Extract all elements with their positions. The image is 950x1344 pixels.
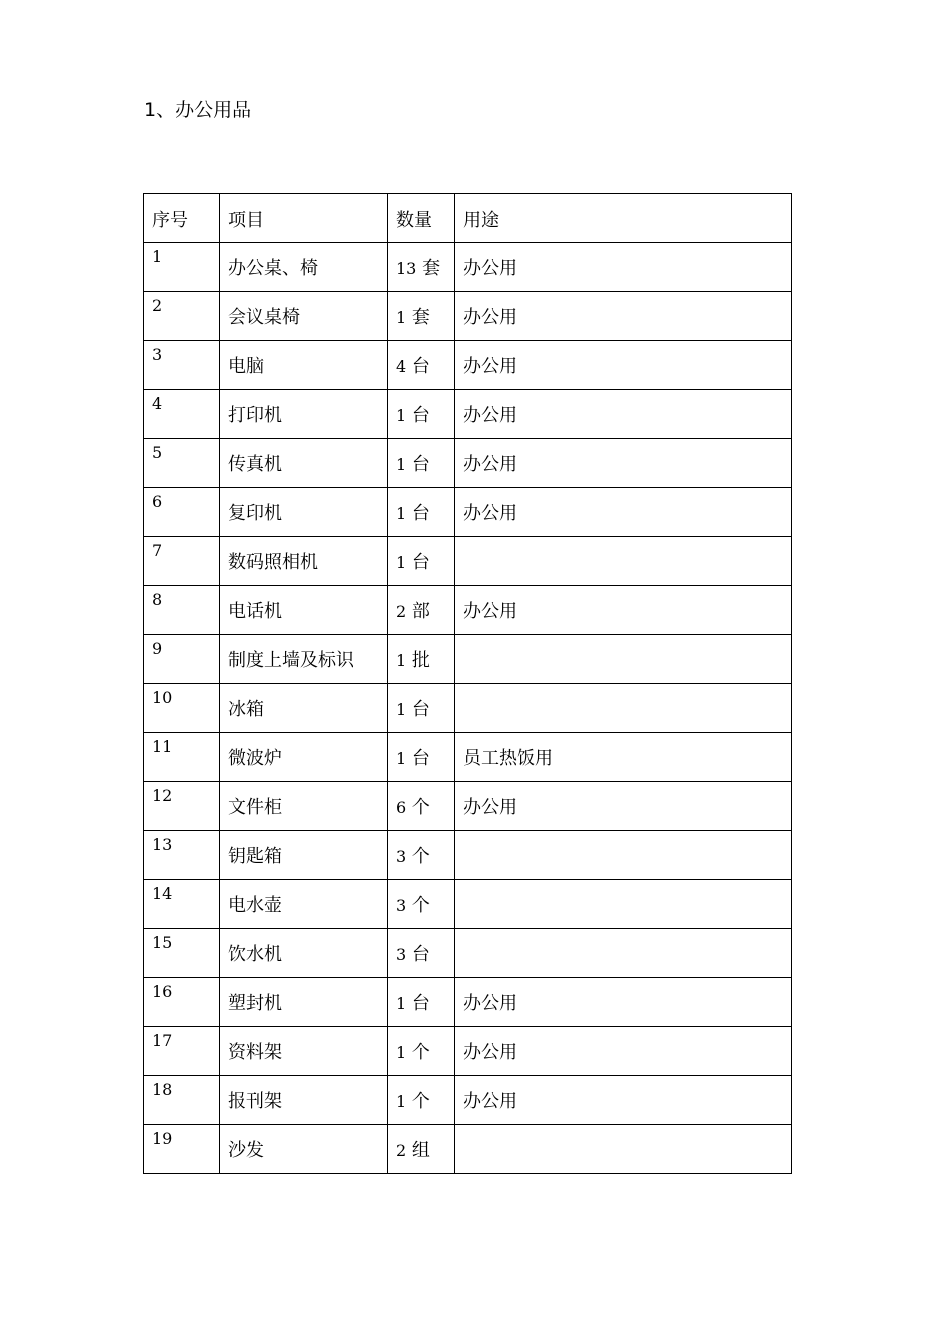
table-row — [144, 733, 792, 782]
quantity-number: 1 — [396, 1092, 407, 1111]
table-row — [144, 978, 792, 1027]
cell-serial-number: 15 — [144, 929, 220, 978]
quantity-unit: 部 — [411, 601, 430, 622]
table-row — [144, 1076, 792, 1125]
quantity-unit: 个 — [411, 797, 430, 818]
cell-item: 数码照相机 — [220, 537, 388, 586]
cell-quantity — [388, 1076, 455, 1125]
cell-serial-number: 9 — [144, 635, 220, 684]
cell-serial-number: 19 — [144, 1125, 220, 1174]
cell-serial-number: 8 — [144, 586, 220, 635]
cell-purpose: 办公用 — [455, 390, 792, 439]
quantity-number: 2 — [396, 1141, 407, 1160]
cell-item: 资料架 — [220, 1027, 388, 1076]
header-item: 项目 — [220, 194, 388, 243]
cell-quantity — [388, 243, 455, 292]
table-row — [144, 488, 792, 537]
quantity-number: 1 — [396, 553, 407, 572]
cell-item: 微波炉 — [220, 733, 388, 782]
cell-quantity — [388, 439, 455, 488]
table-row — [144, 782, 792, 831]
cell-item: 报刊架 — [220, 1076, 388, 1125]
cell-quantity — [388, 978, 455, 1027]
cell-quantity — [388, 929, 455, 978]
cell-serial-number: 5 — [144, 439, 220, 488]
cell-quantity — [388, 684, 455, 733]
cell-serial-number: 12 — [144, 782, 220, 831]
cell-item: 打印机 — [220, 390, 388, 439]
cell-item: 文件柜 — [220, 782, 388, 831]
quantity-unit: 台 — [411, 405, 430, 426]
cell-quantity — [388, 782, 455, 831]
quantity-number: 1 — [396, 308, 407, 327]
table-row — [144, 831, 792, 880]
table-row — [144, 880, 792, 929]
table-row — [144, 537, 792, 586]
table-row — [144, 243, 792, 292]
header-purpose: 用途 — [455, 194, 792, 243]
cell-purpose — [455, 1125, 792, 1174]
table-row — [144, 292, 792, 341]
cell-item: 传真机 — [220, 439, 388, 488]
cell-item: 沙发 — [220, 1125, 388, 1174]
cell-purpose: 办公用 — [455, 586, 792, 635]
cell-purpose — [455, 537, 792, 586]
quantity-number: 3 — [396, 896, 407, 915]
quantity-number: 4 — [396, 357, 407, 376]
cell-purpose: 办公用 — [455, 439, 792, 488]
quantity-unit: 台 — [411, 944, 430, 965]
cell-serial-number: 16 — [144, 978, 220, 1027]
cell-purpose: 办公用 — [455, 488, 792, 537]
office-supplies-table — [143, 193, 792, 1174]
table-row — [144, 635, 792, 684]
cell-purpose: 办公用 — [455, 1027, 792, 1076]
cell-quantity — [388, 292, 455, 341]
cell-purpose: 办公用 — [455, 292, 792, 341]
quantity-number: 1 — [396, 994, 407, 1013]
cell-item: 冰箱 — [220, 684, 388, 733]
cell-quantity — [388, 586, 455, 635]
table-row — [144, 390, 792, 439]
cell-serial-number: 14 — [144, 880, 220, 929]
quantity-number: 1 — [396, 1043, 407, 1062]
quantity-number: 13 — [396, 259, 417, 278]
cell-purpose — [455, 635, 792, 684]
cell-quantity — [388, 390, 455, 439]
cell-purpose: 办公用 — [455, 978, 792, 1027]
quantity-number: 1 — [396, 406, 407, 425]
cell-serial-number: 3 — [144, 341, 220, 390]
cell-purpose: 办公用 — [455, 243, 792, 292]
cell-purpose: 办公用 — [455, 341, 792, 390]
quantity-number: 1 — [396, 749, 407, 768]
quantity-number: 6 — [396, 798, 407, 817]
quantity-number: 3 — [396, 945, 407, 964]
cell-item: 复印机 — [220, 488, 388, 537]
cell-quantity — [388, 635, 455, 684]
quantity-unit: 套 — [411, 307, 430, 328]
cell-item: 塑封机 — [220, 978, 388, 1027]
quantity-unit: 个 — [411, 1091, 430, 1112]
quantity-unit: 批 — [411, 650, 430, 671]
quantity-number: 1 — [396, 504, 407, 523]
cell-item: 电脑 — [220, 341, 388, 390]
quantity-unit: 台 — [411, 993, 430, 1014]
table-body — [144, 243, 792, 1174]
heading-text: 1、办公用品 — [144, 99, 252, 121]
cell-quantity — [388, 880, 455, 929]
quantity-unit: 台 — [411, 356, 430, 377]
cell-quantity — [388, 537, 455, 586]
quantity-unit: 个 — [411, 846, 430, 867]
cell-item: 钥匙箱 — [220, 831, 388, 880]
quantity-number: 2 — [396, 602, 407, 621]
cell-serial-number: 11 — [144, 733, 220, 782]
cell-quantity — [388, 341, 455, 390]
quantity-unit: 套 — [422, 258, 441, 279]
header-serial-number: 序号 — [144, 194, 220, 243]
quantity-unit: 台 — [411, 454, 430, 475]
quantity-unit: 台 — [411, 503, 430, 524]
cell-item: 制度上墙及标识 — [220, 635, 388, 684]
quantity-number: 1 — [396, 700, 407, 719]
cell-quantity — [388, 1125, 455, 1174]
quantity-unit: 台 — [411, 552, 430, 573]
cell-purpose: 办公用 — [455, 1076, 792, 1125]
quantity-number: 1 — [396, 651, 407, 670]
cell-quantity — [388, 488, 455, 537]
table-row — [144, 1125, 792, 1174]
table-row — [144, 684, 792, 733]
cell-quantity — [388, 733, 455, 782]
cell-serial-number: 4 — [144, 390, 220, 439]
quantity-unit: 组 — [411, 1140, 430, 1161]
cell-serial-number: 1 — [144, 243, 220, 292]
cell-quantity — [388, 1027, 455, 1076]
quantity-number: 1 — [396, 455, 407, 474]
header-quantity: 数量 — [388, 194, 455, 243]
cell-item: 办公桌、椅 — [220, 243, 388, 292]
quantity-unit: 台 — [411, 748, 430, 769]
quantity-unit: 个 — [411, 1042, 430, 1063]
cell-item: 电话机 — [220, 586, 388, 635]
cell-purpose — [455, 684, 792, 733]
cell-serial-number: 18 — [144, 1076, 220, 1125]
quantity-unit: 个 — [411, 895, 430, 916]
cell-purpose — [455, 929, 792, 978]
cell-quantity — [388, 831, 455, 880]
table-header-row — [144, 194, 792, 243]
cell-serial-number: 2 — [144, 292, 220, 341]
table-row — [144, 586, 792, 635]
table-row — [144, 439, 792, 488]
cell-purpose — [455, 831, 792, 880]
page-heading — [144, 96, 251, 124]
cell-serial-number: 10 — [144, 684, 220, 733]
cell-purpose: 员工热饭用 — [455, 733, 792, 782]
table-row — [144, 1027, 792, 1076]
table-row — [144, 929, 792, 978]
cell-serial-number: 17 — [144, 1027, 220, 1076]
quantity-number: 3 — [396, 847, 407, 866]
cell-item: 饮水机 — [220, 929, 388, 978]
cell-purpose: 办公用 — [455, 782, 792, 831]
cell-item: 电水壶 — [220, 880, 388, 929]
cell-serial-number: 7 — [144, 537, 220, 586]
cell-purpose — [455, 880, 792, 929]
table-row — [144, 341, 792, 390]
cell-item: 会议桌椅 — [220, 292, 388, 341]
cell-serial-number: 13 — [144, 831, 220, 880]
quantity-unit: 台 — [411, 699, 430, 720]
cell-serial-number: 6 — [144, 488, 220, 537]
